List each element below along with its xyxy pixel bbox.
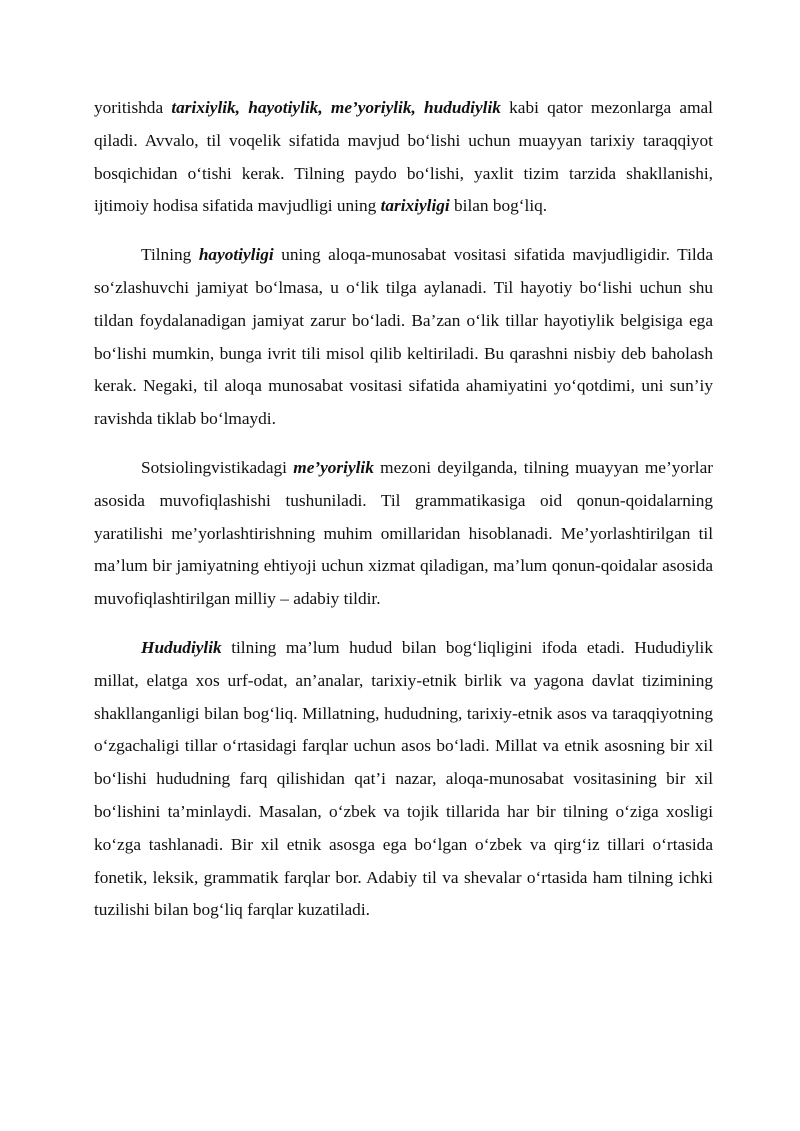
paragraph-2 [94, 239, 713, 436]
paragraph-4-text-1: tilning ma’lum hudud bilan bog‘liqligini ifoda etadi. Hududiylik millat, elatga xos urf-odat, an’analar, tarixiy-etnik birlik va yagona davlat tizimining shakllanganligi bilan bog‘liq. Millatning, hududning, tarixiy-etnik asos va taraqqiyotning o‘zgachaligi tillar o‘rtasidagi farqlar uchun asos bo‘ladi. Millat va etnik asosning bir xil bo‘lishi hududning farq qilishidan qat’i nazar, aloqa-munosabat vositasining bir xil bo‘lishini ta’minlaydi. Masalan, o‘zbek va tojik tillarida har bir tilning o‘ziga xosligi ko‘zga tashlanadi. Bir xil etnik asosga ega bo‘lgan o‘zbek va qirg‘iz tillari o‘rtasida fonetik, leksik, grammatik farqlar bor. Adabiy til va shevalar o‘rtasida ham tilning ichki tuzilishi bilan bog‘liq farqlar kuzatiladi. [94, 637, 713, 920]
paragraph-2-text-1: Tilning [141, 245, 199, 265]
paragraph-3-text-2: mezoni deyilganda, tilning muayyan me’yorlar asosida muvofiqlashishi tushuniladi. Til grammatikasiga oid qonun-qoidalarning yaratilishi me’yorlashtirishning muhim omillaridan hisoblanadi. Me’yorlashtirilgan til ma’lum bir jamiyatning ehtiyoji uchun xizmat qiladigan, ma’lum qonun-qoidalar asosida muvofiqlashtirilgan milliy – adabiy tildir. [94, 457, 713, 609]
paragraph-4-emphasis-hududiylik: Hududiylik [141, 637, 222, 657]
paragraph-4 [94, 632, 713, 927]
paragraph-3 [94, 452, 713, 616]
paragraph-1-emphasis-criteria: tarixiylik, hayotiylik, me’yoriylik, hududiylik [171, 98, 501, 117]
paragraph-1 [94, 92, 713, 223]
paragraph-2-text-2: uning aloqa-munosabat vositasi sifatida mavjudligidir. Tilda so‘zlashuvchi jamiyat bo‘lmasa, u o‘lik tilga aylanadi. Til hayotiy bo‘lishi uchun shu tildan foydalanadigan jamiyat zarur bo‘ladi. Ba’zan o‘lik tillar hayotiylik belgisiga ega bo‘lishi mumkin, bunga ivrit tili misol qilib keltiriladi. Bu qarashni nisbiy deb baholash kerak. Negaki, til aloqa munosabat vositasi sifatida ahamiyatini yo‘qotdimi, uni sun’iy ravishda tiklab bo‘lmaydi. [94, 245, 713, 429]
document-page [94, 92, 713, 943]
paragraph-3-emphasis-meyoriylik: me’yoriylik [293, 457, 374, 477]
paragraph-1-text-3: bilan bog‘liq. [449, 196, 548, 216]
paragraph-1-text-2: kabi qator mezonlarga amal qiladi. Avvalo, til voqelik sifatida mavjud bo‘lishi uchun muayyan tarixiy taraqqiyot bosqichidan o‘tishi kerak. Tilning paydo bo‘lishi, yaxlit tizim tarzida shakllanishi, ijtimoiy hodisa sifatida mavjudligi uning [94, 98, 713, 216]
paragraph-1-text-1: yoritishda [94, 98, 172, 117]
paragraph-3-text-1: Sotsiolingvistikadagi [141, 457, 294, 477]
paragraph-1-emphasis-tarixiyligi: tarixiyligi [380, 196, 450, 216]
paragraph-2-emphasis-hayotiyligi: hayotiyligi [198, 245, 274, 265]
